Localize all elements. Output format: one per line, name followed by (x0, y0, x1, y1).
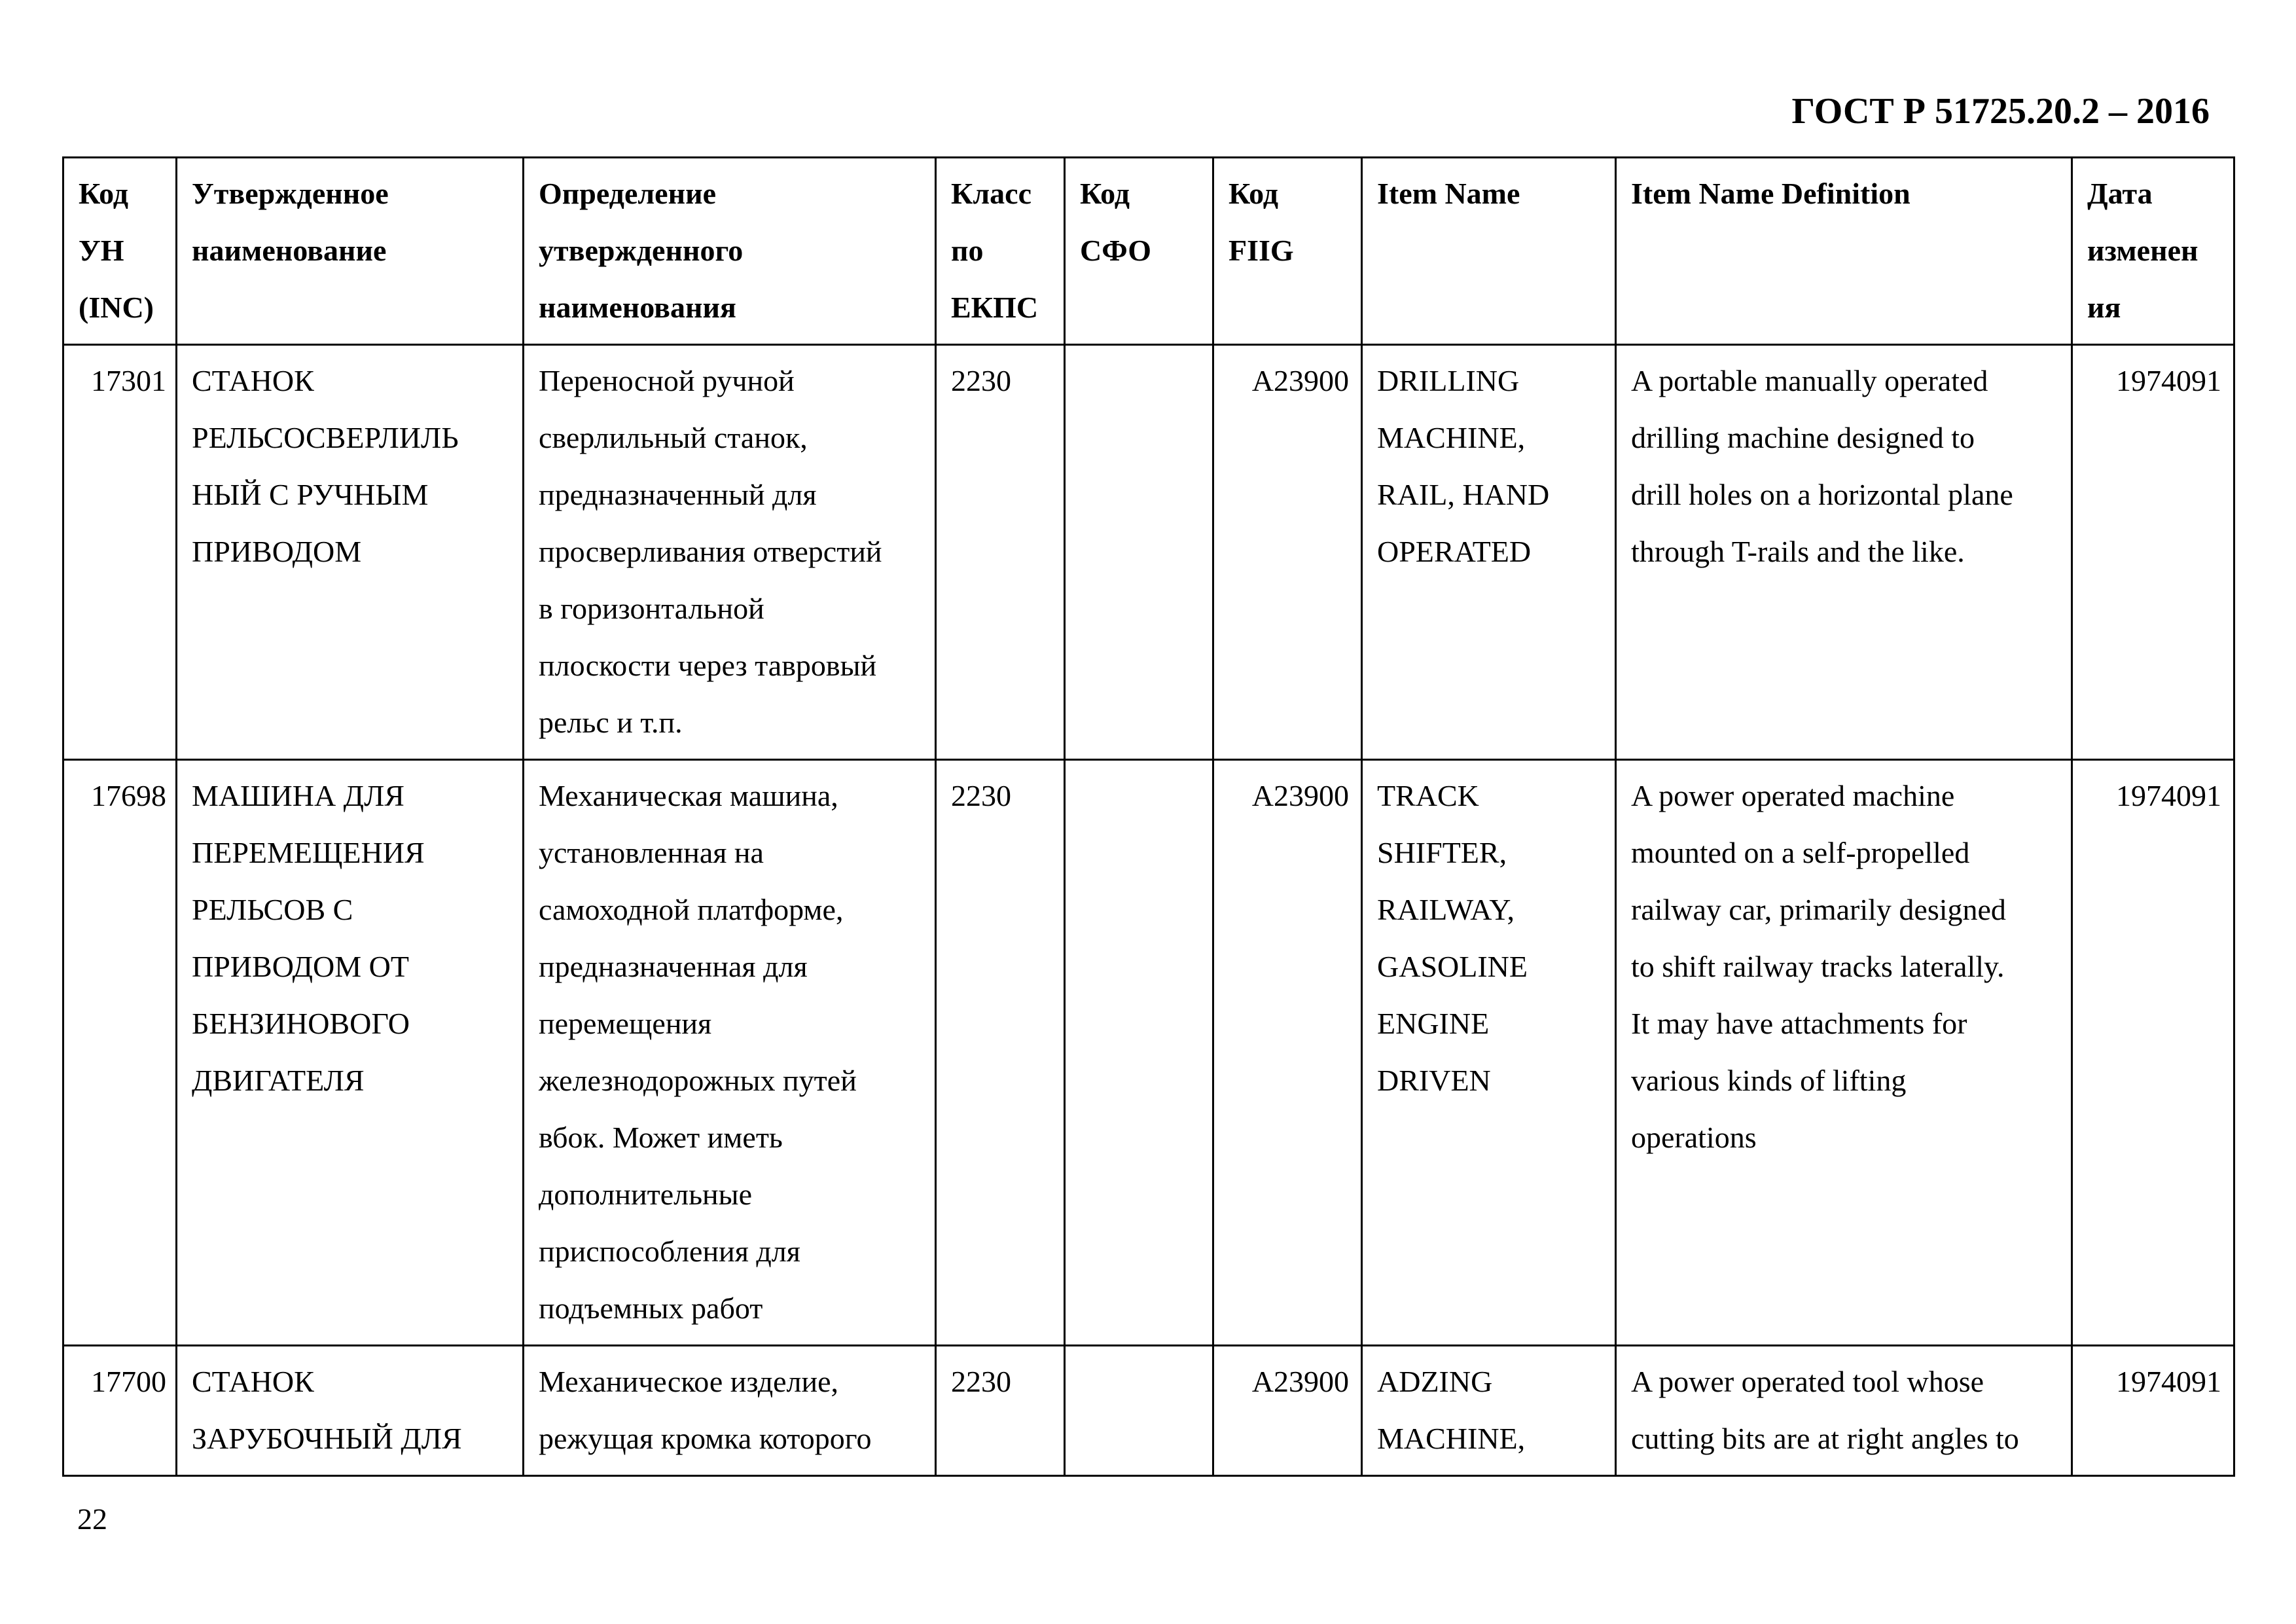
page-number: 22 (77, 1502, 107, 1536)
fiig-code-cell: A23900 (1213, 345, 1362, 760)
approved-name-cell: СТАНОК РЕЛЬСОСВЕРЛИЛЬ НЫЙ С РУЧНЫМ ПРИВОДОМ (177, 345, 524, 760)
table-row (63, 345, 2234, 760)
header-item-name-definition: Item Name Definition (1616, 158, 2072, 345)
ekps-class-cell: 2230 (936, 1346, 1065, 1476)
definition-cell: Механическое изделие, режущая кромка которого (524, 1346, 936, 1476)
header-item-name: Item Name (1362, 158, 1616, 345)
item-name-cell: DRILLING MACHINE, RAIL, HAND OPERATED (1362, 345, 1616, 760)
sfo-code-cell (1065, 760, 1213, 1346)
header-approved-name: Утвержденное наименование (177, 158, 524, 345)
table-row (63, 1346, 2234, 1476)
item-name-cell: ADZING MACHINE, (1362, 1346, 1616, 1476)
change-date-cell: 1974091 (2072, 760, 2234, 1346)
header-fiig-code: Код FIIG (1213, 158, 1362, 345)
item-name-definition-cell: A portable manually operated drilling machine designed to drill holes on a horizontal plane through T-rails and the like. (1616, 345, 2072, 760)
definition-cell: Переносной ручной сверлильный станок, предназначенный для просверливания отверстий в горизонтальной плоскости через тавровый рельс и т.п. (524, 345, 936, 760)
sfo-code-cell (1065, 345, 1213, 760)
ekps-class-cell: 2230 (936, 760, 1065, 1346)
inc-code-cell: 17301 (63, 345, 177, 760)
header-inc-code: Код УН (INC) (63, 158, 177, 345)
definition-cell: Механическая машина, установленная на самоходной платформе, предназначенная для перемещения железнодорожных путей вбок. Может иметь дополнительные приспособления для подъемных работ (524, 760, 936, 1346)
header-ekps-class: Класс по ЕКПС (936, 158, 1065, 345)
sfo-code-cell (1065, 1346, 1213, 1476)
inc-code-cell: 17700 (63, 1346, 177, 1476)
item-name-table (62, 156, 2235, 1477)
approved-name-cell: МАШИНА ДЛЯ ПЕРЕМЕЩЕНИЯ РЕЛЬСОВ С ПРИВОДОМ ОТ БЕНЗИНОВОГО ДВИГАТЕЛЯ (177, 760, 524, 1346)
ekps-class-cell: 2230 (936, 345, 1065, 760)
header-approved-name-definition: Определение утвержденного наименования (524, 158, 936, 345)
header-change-date: Дата изменен ия (2072, 158, 2234, 345)
item-name-definition-cell: A power operated tool whose cutting bits are at right angles to (1616, 1346, 2072, 1476)
header-sfo-code: Код СФО (1065, 158, 1213, 345)
table-header-row (63, 158, 2234, 345)
fiig-code-cell: A23900 (1213, 760, 1362, 1346)
fiig-code-cell: A23900 (1213, 1346, 1362, 1476)
approved-name-cell: СТАНОК ЗАРУБОЧНЫЙ ДЛЯ (177, 1346, 524, 1476)
document-standard-code: ГОСТ Р 51725.20.2 – 2016 (1791, 91, 2210, 132)
item-name-cell: TRACK SHIFTER, RAILWAY, GASOLINE ENGINE DRIVEN (1362, 760, 1616, 1346)
inc-code-cell: 17698 (63, 760, 177, 1346)
table-row (63, 760, 2234, 1346)
change-date-cell: 1974091 (2072, 345, 2234, 760)
item-name-definition-cell: A power operated machine mounted on a self-propelled railway car, primarily designed to shift railway tracks laterally. It may have attachments for various kinds of lifting operations (1616, 760, 2072, 1346)
change-date-cell: 1974091 (2072, 1346, 2234, 1476)
